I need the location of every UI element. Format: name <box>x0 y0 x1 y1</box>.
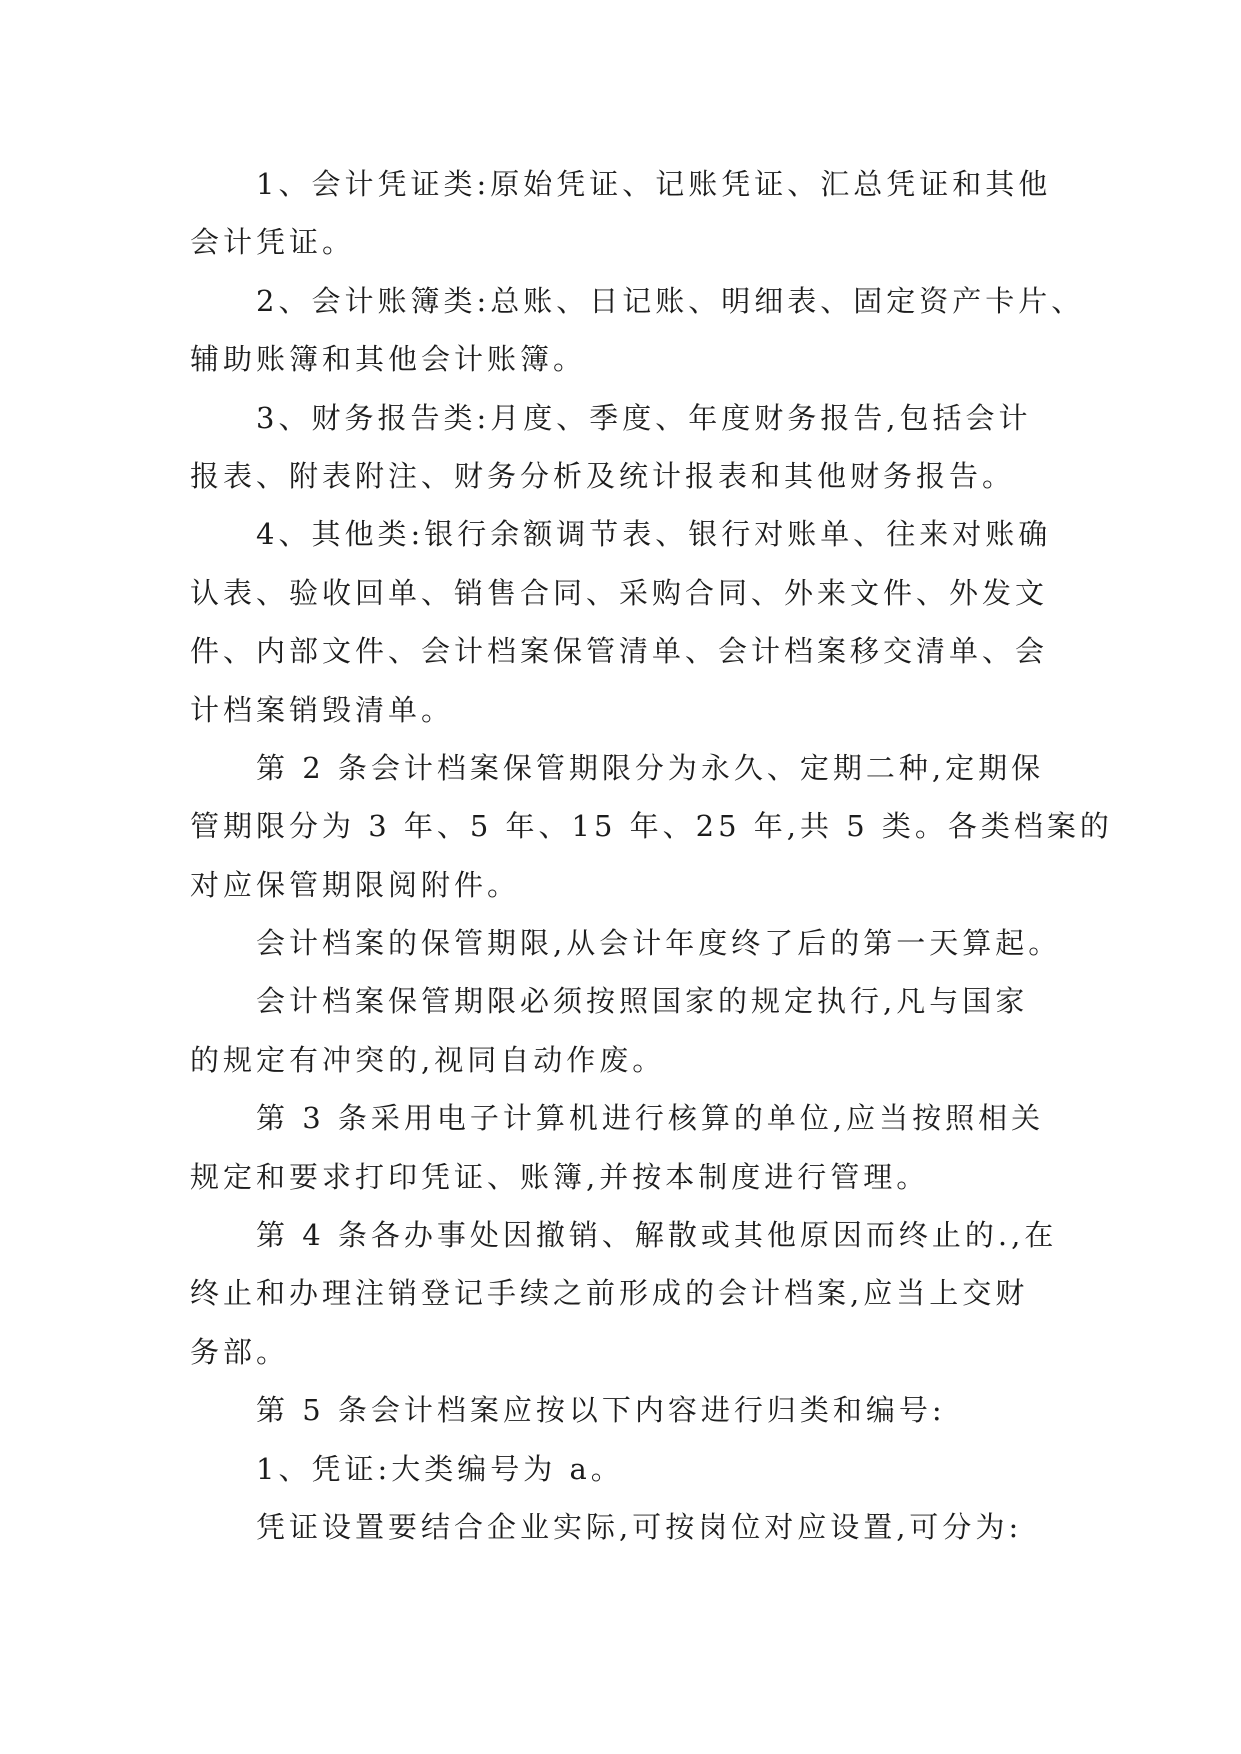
paragraph <box>190 1089 1090 1206</box>
paragraph <box>190 155 1090 272</box>
text-line: 第 5 条会计档案应按以下内容进行归类和编号: <box>256 1393 946 1428</box>
text-line: 凭证设置要结合企业实际,可按岗位对应设置,可分为: <box>256 1509 1023 1544</box>
paragraph <box>190 272 1090 389</box>
text-line: 务部。 <box>190 1334 290 1369</box>
text-line: 第 2 条会计档案保管期限分为永久、定期二种,定期保 <box>256 750 1045 785</box>
paragraph <box>190 972 1090 1089</box>
paragraph <box>190 1440 1090 1498</box>
text-line: 第 4 条各办事处因撤销、解散或其他原因而终止的.,在 <box>256 1218 1058 1253</box>
text-line: 的规定有冲突的,视同自动作废。 <box>190 1042 666 1077</box>
text-line: 对应保管期限阅附件。 <box>190 867 521 902</box>
paragraph <box>190 505 1090 739</box>
paragraph <box>190 1381 1090 1439</box>
text-line: 件、内部文件、会计档案保管清单、会计档案移交清单、会 <box>190 634 1049 669</box>
paragraph <box>190 1206 1090 1381</box>
text-line: 第 3 条采用电子计算机进行核算的单位,应当按照相关 <box>256 1101 1045 1136</box>
text-line: 认表、验收回单、销售合同、采购合同、外来文件、外发文 <box>190 575 1049 610</box>
paragraph <box>190 739 1113 914</box>
text-line: 终止和办理注销登记手续之前形成的会计档案,应当上交财 <box>190 1276 1029 1311</box>
text-line: 管期限分为 3 年、5 年、15 年、25 年,共 5 类。各类档案的 <box>190 809 1113 844</box>
text-line: 2、会计账簿类:总账、日记账、明细表、固定资产卡片、 <box>256 283 1085 318</box>
text-line: 会计档案的保管期限,从会计年度终了后的第一天算起。 <box>256 926 1062 961</box>
text-line: 3、财务报告类:月度、季度、年度财务报告,包括会计 <box>256 400 1032 435</box>
text-line: 会计凭证。 <box>190 225 356 260</box>
paragraph <box>190 1498 1090 1556</box>
document-body <box>190 155 1113 1556</box>
text-line: 报表、附表附注、财务分析及统计报表和其他财务报告。 <box>190 458 1016 493</box>
text-line: 规定和要求打印凭证、账簿,并按本制度进行管理。 <box>190 1159 930 1194</box>
text-line: 1、会计凭证类:原始凭证、记账凭证、汇总凭证和其他 <box>256 167 1052 201</box>
paragraph <box>190 914 1090 972</box>
text-line: 4、其他类:银行余额调节表、银行对账单、往来对账确 <box>256 517 1052 552</box>
text-line: 会计档案保管期限必须按照国家的规定执行,凡与国家 <box>256 984 1029 1019</box>
text-line: 1、凭证:大类编号为 a。 <box>256 1451 624 1486</box>
paragraph <box>190 389 1090 506</box>
text-line: 计档案销毁清单。 <box>190 692 455 727</box>
text-line: 辅助账簿和其他会计账簿。 <box>190 342 587 377</box>
